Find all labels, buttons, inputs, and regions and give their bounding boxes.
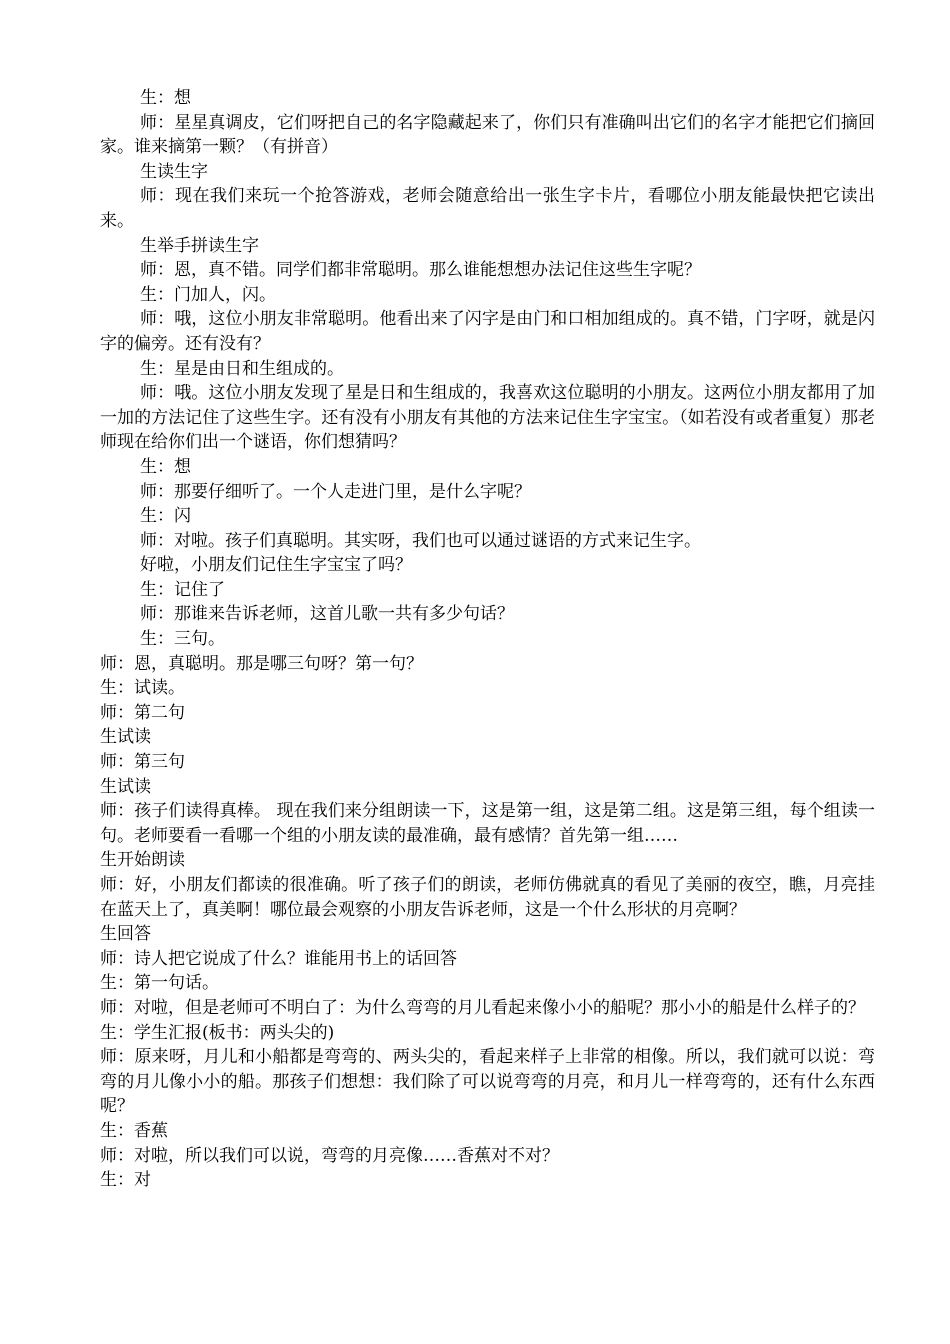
student-line: 生：门加人，闪。 bbox=[140, 284, 276, 305]
teacher-line: 师：对啦。孩子们真聪明。其实呀，我们也可以通过谜语的方式来记生字。 bbox=[140, 530, 701, 551]
student-line: 生开始朗读 bbox=[100, 850, 185, 871]
student-line: 生：记住了 bbox=[140, 579, 225, 600]
student-line: 生：想 bbox=[140, 88, 191, 108]
student-line: 生试读 bbox=[100, 727, 151, 748]
teacher-line: 师：孩子们读得真棒。 现在我们来分组朗读一下，这是第一组，这是第二组。这是第三组，每个组读一句。老师要看一看哪一个组的小朋友读的最准确，最有感情？首先第一组…… bbox=[100, 801, 875, 846]
student-line: 生：闪 bbox=[140, 506, 191, 527]
teacher-line: 师：恩，真聪明。那是哪三句呀？第一句？ bbox=[100, 653, 423, 674]
teacher-line: 师：对啦，所以我们可以说，弯弯的月亮像……香蕉对不对？ bbox=[100, 1145, 559, 1166]
student-line: 生：学生汇报(板书：两头尖的) bbox=[100, 1022, 335, 1043]
teacher-line: 师：第二句 bbox=[100, 702, 185, 723]
student-line: 生：三句。 bbox=[140, 629, 225, 650]
teacher-line: 师：对啦，但是老师可不明白了：为什么弯弯的月儿看起来像小小的船呢？那小小的船是什么样子的？ bbox=[100, 997, 865, 1018]
teacher-line: 师：哦。这位小朋友发现了星是日和生组成的，我喜欢这位聪明的小朋友。这两位小朋友都用了加一加的方法记住了这些生字。还有没有小朋友有其他的方法来记住生字宝宝。（如若没有或者重复）那老师现在给你们出一个谜语，你们想猜吗？ bbox=[100, 383, 875, 453]
student-line: 生：对 bbox=[100, 1170, 151, 1191]
document-page bbox=[100, 86, 875, 1193]
teacher-line: 师：恩，真不错。同学们都非常聪明。那么谁能想想办法记住这些生字呢？ bbox=[140, 260, 701, 281]
teacher-line: 师：原来呀，月儿和小船都是弯弯的、两头尖的，看起来样子上非常的相像。所以，我们就可以说：弯弯的月儿像小小的船。那孩子们想想：我们除了可以说弯弯的月亮，和月儿一样弯弯的，还有什么东西呢？ bbox=[100, 1047, 875, 1117]
student-line: 生试读 bbox=[100, 776, 151, 797]
student-line: 生读生字 bbox=[140, 161, 208, 182]
teacher-line: 师：现在我们来玩一个抢答游戏，老师会随意给出一张生字卡片，看哪位小朋友能最快把它读出来。 bbox=[100, 186, 875, 231]
teacher-line: 师：诗人把它说成了什么？谁能用书上的话回答 bbox=[100, 948, 457, 969]
teacher-line: 师：哦，这位小朋友非常聪明。他看出来了闪字是由门和口相加组成的。真不错，门字呀，就是闪字的偏旁。还有没有？ bbox=[100, 309, 875, 354]
student-line: 生：香蕉 bbox=[100, 1120, 168, 1141]
student-line: 生举手拼读生字 bbox=[140, 235, 259, 256]
teacher-line: 师：那谁来告诉老师，这首儿歌一共有多少句话？ bbox=[140, 604, 514, 625]
student-line: 生回答 bbox=[100, 924, 151, 945]
student-line: 生：想 bbox=[140, 456, 191, 477]
teacher-line: 师：第三句 bbox=[100, 752, 185, 773]
teacher-line: 师：星星真调皮，它们呀把自己的名字隐藏起来了，你们只有准确叫出它们的名字才能把它们摘回家。谁来摘第一颗？（有拼音） bbox=[100, 112, 875, 158]
student-line: 生：星是由日和生组成的。 bbox=[140, 358, 344, 379]
paragraph: 好啦，小朋友们记住生字宝宝了吗？ bbox=[140, 555, 412, 576]
student-line: 生：试读。 bbox=[100, 678, 185, 699]
teacher-line: 师：好，小朋友们都读的很准确。听了孩子们的朗读，老师仿佛就真的看见了美丽的夜空，瞧，月亮挂在蓝天上了，真美啊！哪位最会观察的小朋友告诉老师，这是一个什么形状的月亮啊？ bbox=[100, 875, 875, 920]
teacher-line: 师：那要仔细听了。一个人走进门里，是什么字呢？ bbox=[140, 481, 531, 502]
student-line: 生：第一句话。 bbox=[100, 973, 219, 994]
